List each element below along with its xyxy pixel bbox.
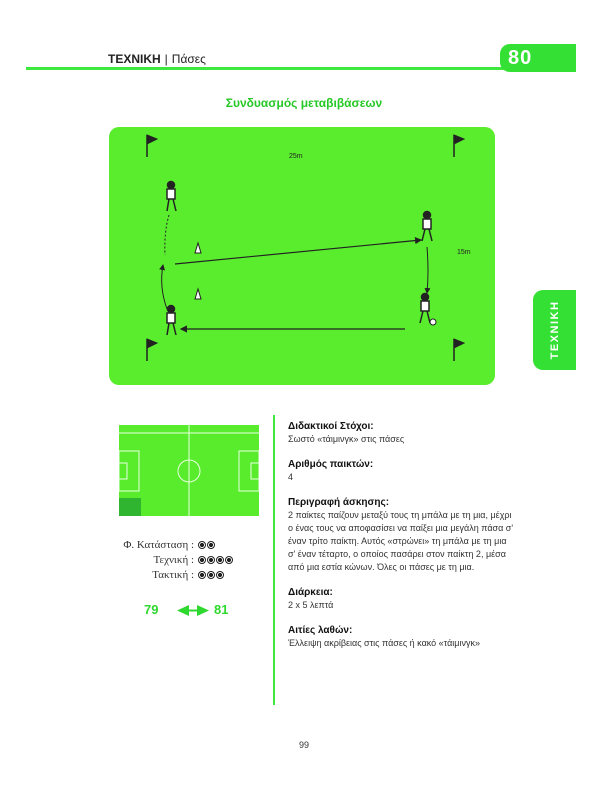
width-label: 25m (289, 153, 303, 160)
length-label: 15m (457, 249, 471, 256)
errors-heading: Αιτίες λαθών: (288, 625, 353, 636)
exercise-info (288, 420, 514, 662)
player-4 (420, 294, 430, 324)
rating-fitness-label: Φ. Κατάσταση : (123, 538, 194, 551)
exercise-navigation (144, 602, 234, 620)
next-exercise-link[interactable]: 81 (214, 602, 229, 617)
corner-flag-top-left (147, 135, 157, 157)
description-text: 2 παίκτες παίζουν μεταξύ τους τη μπάλα με τη μια, μέχρι ο ένας τους να αποφασίσει να παίξει μια μεγάλη πάσα σ' έναν τρίτο παίκτη. Αυτός «στρώνει» τη μπάλα με τη μια σ' έναν τέταρτο, ο οποίος πασάρει στον παίκτη 2, μέσα από μια εστία κώνων. Όλες οι πάσες με τη μια. (288, 510, 514, 572)
players-heading: Αριθμός παικτών: (288, 459, 374, 470)
goals-text: Σωστό «τάιμινγκ» στις πάσες (288, 434, 405, 444)
pitch-location-thumbnail (119, 425, 259, 516)
drill-diagram-svg (109, 127, 495, 385)
description-heading: Περιγραφή άσκησης: (288, 497, 390, 508)
rating-technique-balls (198, 556, 240, 564)
header-title (108, 52, 206, 66)
prev-next-arrows-icon (177, 605, 209, 616)
mini-pitch-svg (119, 425, 259, 516)
cone-top (195, 243, 201, 253)
exercise-title: Συνδυασμός μεταβιβάσεων (225, 96, 383, 110)
players-text: 4 (288, 472, 294, 482)
player-3 (422, 212, 432, 242)
rating-tactics-balls (198, 571, 240, 579)
duration-text: 2 x 5 λεπτά (288, 600, 334, 610)
page-number: 99 (298, 740, 309, 750)
rating-tactics (110, 568, 240, 581)
run-arrow-left (162, 265, 167, 309)
exercise-number-badge: 80 (500, 44, 576, 72)
player-1 (167, 182, 176, 212)
goals-heading: Διδακτικοί Στόχοι: (288, 421, 374, 432)
long-pass-arrow (175, 240, 421, 264)
rating-fitness-balls (198, 541, 240, 549)
corner-flag-top-right (454, 135, 464, 157)
header-separator: | (164, 52, 168, 66)
ratings-block (110, 538, 240, 583)
prev-exercise-link[interactable]: 79 (144, 602, 159, 617)
side-tab-label: ΤΕΧΝΙΚΗ (548, 300, 561, 360)
drill-diagram (109, 127, 495, 385)
rating-technique-label: Τεχνική : (153, 553, 194, 566)
side-section-tab (533, 290, 576, 370)
player-2 (167, 306, 176, 336)
rating-tactics-label: Τακτική : (152, 568, 194, 581)
cone-bottom (195, 289, 201, 299)
duration-heading: Διάρκεια: (288, 587, 333, 598)
corner-flag-bottom-right (454, 339, 464, 361)
rating-technique (110, 553, 240, 566)
errors-text: Έλλειψη ακρίβειας στις πάσες ή κακό «τάιμινγκ» (288, 638, 481, 648)
corner-flag-bottom-left (147, 339, 157, 361)
header-section: ΤΕΧΝΙΚΗ (108, 52, 161, 66)
ball (430, 319, 436, 325)
column-divider (273, 415, 275, 705)
header-topic: Πάσες (171, 52, 206, 66)
layoff-arrow-right (427, 247, 428, 293)
pass-arrow-left-vertical (165, 215, 169, 255)
rating-fitness (110, 538, 240, 551)
header-divider (26, 67, 566, 70)
